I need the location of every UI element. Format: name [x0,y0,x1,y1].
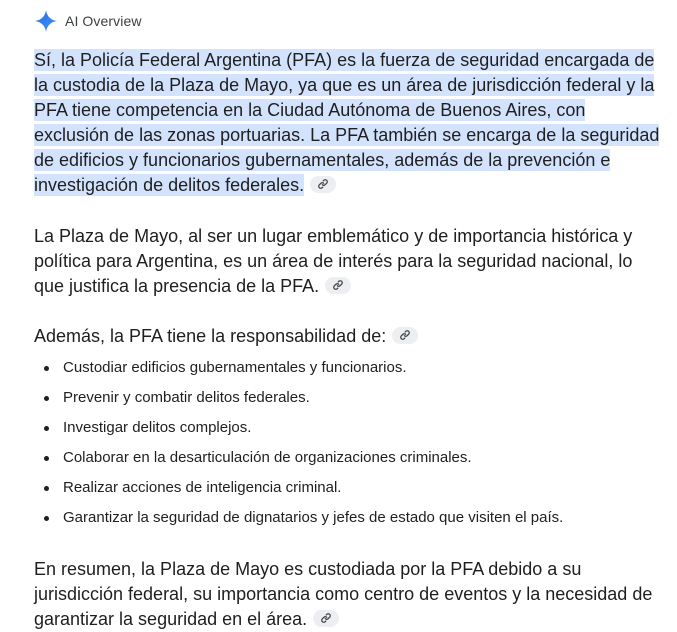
link-icon [399,329,411,341]
paragraph-importance-text: La Plaza de Mayo, al ser un lugar emblemático y de importancia histórica y política para Argentina, es un área de interés para la seguridad nacional, lo que justifica la presencia de la PFA. [34,226,633,296]
paragraph-importance [34,224,664,299]
ai-overview-header [34,9,142,33]
bullet [44,366,49,371]
highlighted-answer: Sí, la Policía Federal Argentina (PFA) es la fuerza de seguridad encargada de la custodia de la Plaza de Mayo, ya que es un área de jurisdicción federal y la PFA tiene competencia en la Ciudad Autónoma de Buenos Aires, con exclusión de las zonas portuarias. La PFA también se encarga de la seguridad de edificios y funcionarios gubernamentales, además de la prevención e investigación de delitos federales. [34,50,660,195]
bullet [44,516,49,521]
paragraph-intro [34,48,664,198]
list-item [34,503,664,533]
bullet [44,486,49,491]
bullet [44,426,49,431]
list-item [34,353,664,383]
link-icon [320,612,332,624]
source-link-button[interactable] [313,610,339,627]
bullet [44,396,49,401]
list-item-text: Custodiar edificios gubernamentales y funcionarios. [63,359,407,376]
list-item-text: Investigar delitos complejos. [63,419,252,436]
ai-overview-title: AI Overview [65,13,142,29]
bullet [44,456,49,461]
list-item [34,383,664,413]
source-link-button[interactable] [392,327,418,344]
paragraph-summary-text: En resumen, la Plaza de Mayo es custodiada por la PFA debido a su jurisdicción federal, su importancia como centro de eventos y la necesidad de garantizar la seguridad en el área. [34,559,653,629]
list-item-text: Realizar acciones de inteligencia criminal. [63,479,342,496]
ai-spark-icon [34,9,58,33]
link-icon [332,279,344,291]
list-item-text: Colaborar en la desarticulación de organizaciones criminales. [63,449,472,466]
paragraph-responsibilities-intro [34,324,664,349]
responsibilities-list [34,353,664,533]
list-item-text: Garantizar la seguridad de dignatarios y jefes de estado que visiten el país. [63,509,564,526]
ai-overview-content [34,48,664,632]
list-item [34,443,664,473]
paragraph-summary [34,557,664,632]
paragraph-responsibilities-text: Además, la PFA tiene la responsabilidad de: [34,326,387,346]
list-item [34,473,664,503]
list-item [34,413,664,443]
source-link-button[interactable] [325,277,351,294]
list-item-text: Prevenir y combatir delitos federales. [63,389,310,406]
link-icon [317,178,329,190]
source-link-button[interactable] [310,176,336,193]
